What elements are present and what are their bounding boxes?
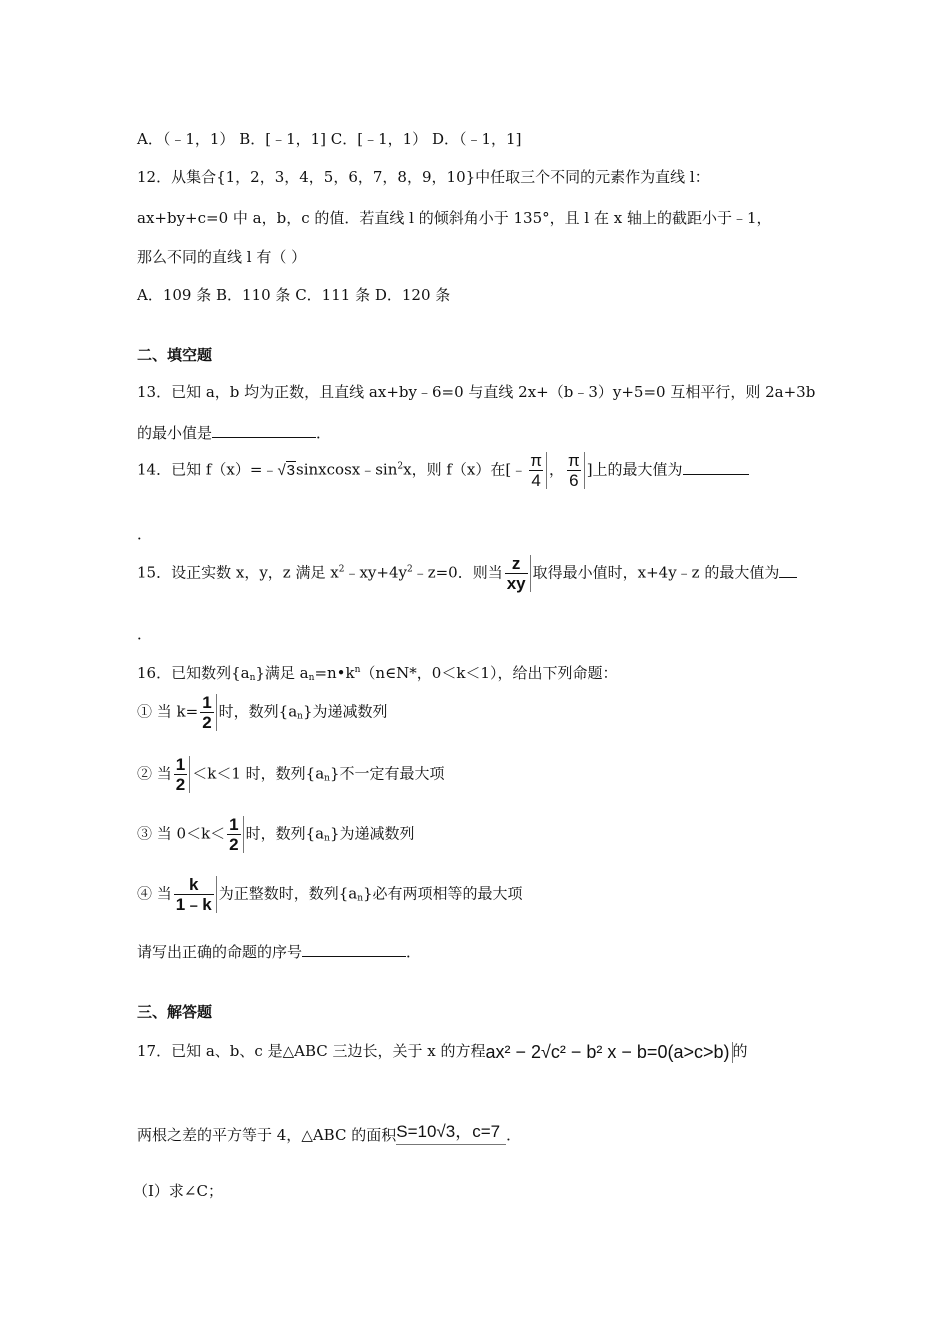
q12-line1: 12．从集合{1，2，3，4，5，6，7，8，9，10}中任取三个不同的元素作为直线 l： bbox=[137, 168, 710, 186]
q13-suffix: ． bbox=[316, 424, 332, 442]
frac-half: $\frac{1}{2}$ bbox=[200, 694, 216, 731]
q15-mid1: ﹣xy+4y bbox=[344, 563, 407, 582]
q16-answer-blank[interactable] bbox=[302, 942, 406, 957]
q16-ask: 请写出正确的命题的序号 ． bbox=[137, 943, 422, 961]
sqrt3: √3 bbox=[277, 462, 296, 479]
q13-prefix: 的最小值是 bbox=[137, 424, 213, 442]
q13-line2 bbox=[137, 422, 331, 443]
q14-comma: ， bbox=[548, 460, 564, 479]
q14-mid: sinxcosx﹣sin bbox=[296, 460, 398, 479]
q16-item1: ① 当 k= $\frac{1}{2}$ 时，数列$\{a_n\}$为递减数列 bbox=[137, 693, 388, 732]
q14-prefix: 14．已知 f（x）=﹣ bbox=[137, 460, 278, 479]
q16-item4: ④ 当 $\frac{k}{1﹣k}$ 为正整数时，数列$\{a_n\}$必有两项相等的最大项 bbox=[137, 875, 523, 914]
q17-line1: 17．已知 a、b、c 是△ABC 三边长，关于 x 的方程ax² − 2√c² − b² x − b=0(a>c>b) 的 bbox=[137, 1041, 748, 1062]
q17-area: S=10√3，c=7 bbox=[396, 1117, 506, 1145]
q17-part1: （I）求∠C； bbox=[133, 1182, 223, 1200]
q12-line2: ax+by+c=0 中 a，b，c 的值．若直线 l 的倾斜角小于 135°，且 l 在 x 轴上的截距小于﹣1， bbox=[137, 209, 772, 227]
q15-prefix: 15．设正实数 x，y，z 满足 x bbox=[137, 563, 339, 582]
q17-equation: ax² − 2√c² − b² x − b=0(a>c>b) bbox=[485, 1042, 732, 1063]
frac-k-over-1-minus-k: $\frac{k}{1﹣k}$ bbox=[174, 876, 217, 913]
section-title-fill-blank: 二、填空题 bbox=[137, 346, 213, 364]
section-title-solve: 三、解答题 bbox=[137, 1003, 213, 1021]
frac-pi-6: $\frac{\pi}{6}$ bbox=[566, 452, 585, 489]
frac-z-xy: $\frac{z}{xy}$ bbox=[505, 555, 531, 592]
q14-sup: 2 bbox=[397, 461, 404, 472]
q13-line1: 13．已知 a，b 均为正数，且直线 ax+by﹣6=0 与直线 2x+（b﹣3）y+5=0 互相平行，则 2a+3b bbox=[137, 383, 816, 401]
q13-answer-blank[interactable] bbox=[212, 423, 316, 438]
q15-dot: ． bbox=[137, 625, 153, 643]
q15-mid2: ﹣z=0．则当 bbox=[412, 563, 503, 582]
frac-half: $\frac{1}{2}$ bbox=[174, 756, 190, 793]
q16-item2: ② 当 $\frac{1}{2}$ ＜k＜1 时，数列$\{a_n\}$不一定有最大项 bbox=[137, 755, 445, 794]
q14-suffix: ]上的最大值为 bbox=[586, 460, 683, 479]
q14-line bbox=[137, 452, 749, 489]
q11-options: A．（﹣1，1） B．[﹣1，1] C．[﹣1，1） D．（﹣1，1] bbox=[137, 130, 522, 148]
q14-answer-blank[interactable] bbox=[683, 460, 749, 475]
q14-dot: ． bbox=[137, 525, 153, 543]
q12-line3: 那么不同的直线 l 有（ ） bbox=[137, 248, 307, 266]
q16-item3: ③ 当 0＜k＜ $\frac{1}{2}$ 时，数列$\{a_n\}$为递减数列 bbox=[137, 815, 415, 854]
q15-answer-blank[interactable] bbox=[779, 563, 797, 578]
q17-line2: 两根之差的平方等于 4，△ABC 的面积S=10√3，c=7 ． bbox=[137, 1117, 521, 1145]
frac-pi-4: $\frac{\pi}{4}$ bbox=[528, 452, 547, 489]
q16-line1: 16．已知数列$\{a_n\}$满足 $a_n=n•k^n(n\in N*$，0＜k＜1），给出下列命题： bbox=[137, 664, 618, 683]
q15-suffix: 取得最小值时，x+4y﹣z 的最大值为 bbox=[532, 563, 780, 582]
frac-half: $\frac{1}{2}$ bbox=[227, 816, 243, 853]
q12-options: A．109 条 B．110 条 C．111 条 D．120 条 bbox=[137, 286, 451, 304]
q14-mid2: x，则 f（x）在[﹣ bbox=[403, 460, 527, 479]
q15-line: 15．设正实数 x，y，z 满足 $x^2﹣xy+4y^2﹣z=0$．则当 $\frac{z}{xy}$ 取得最小值时，x+4y﹣z 的最大值为 bbox=[137, 555, 797, 592]
